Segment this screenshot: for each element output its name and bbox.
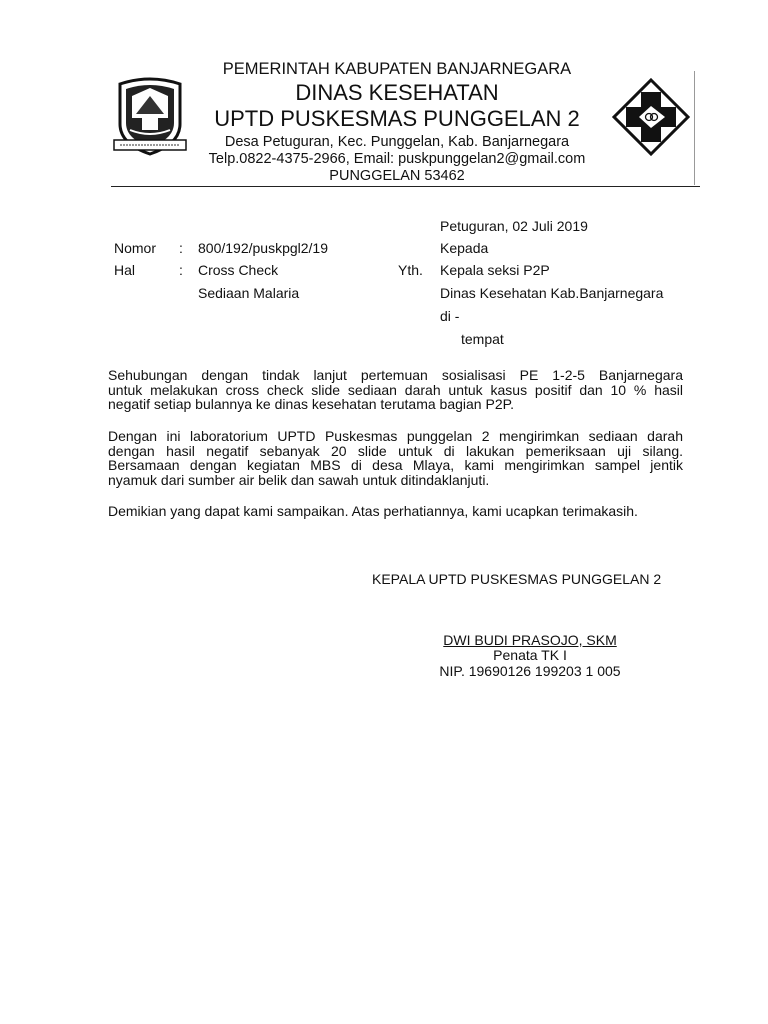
paragraph-2-line: Bersamaan dengan kegiatan MBS di desa Mlaya, kami mengirimkan sampel jentik: [108, 457, 683, 473]
kepada-label: Kepada: [440, 240, 489, 256]
signatory-nip: NIP. 19690126 199203 1 005: [439, 663, 621, 679]
unit-name: UPTD PUSKESMAS PUNGGELAN 2: [214, 106, 580, 131]
paragraph-2-line: nyamuk dari sumber air belik dan sawah untuk ditindaklanjuti.: [108, 471, 490, 488]
nomor-label: Nomor: [114, 240, 157, 256]
paragraph-1: [108, 368, 683, 412]
yth-label: Yth.: [398, 262, 423, 278]
header-divider: [111, 186, 700, 187]
tempat-label: tempat: [461, 331, 504, 347]
paragraph-2: [108, 429, 683, 487]
paragraph-1-line: Sehubungan dengan tindak lanjut pertemuan sosialisasi PE 1-2-5 Banjarnegara: [108, 367, 683, 383]
paragraph-2-line: dengan hasil negatif sebanyak 20 slide untuk di lakukan pemeriksaan uji silang.: [108, 442, 683, 459]
hal-colon: :: [179, 262, 183, 278]
hal-line1: Cross Check: [198, 262, 279, 278]
paragraph-1-line: untuk melakukan cross check slide sediaan darah untuk kasus positif dan 10 % hasil: [108, 381, 683, 398]
recipient-line2: Dinas Kesehatan Kab.Banjarnegara: [440, 285, 664, 301]
department-name: DINAS KESEHATAN: [295, 80, 499, 105]
signature-title: KEPALA UPTD PUSKESMAS PUNGGELAN 2: [372, 571, 662, 587]
contact-line: Telp.0822-4375-2966, Email: puskpunggelan2@gmail.com: [208, 151, 586, 167]
government-name: PEMERINTAH KABUPATEN BANJARNEGARA: [222, 60, 572, 78]
signatory-rank: Penata TK I: [493, 647, 567, 663]
hal-line2: Sediaan Malaria: [198, 285, 300, 301]
right-border-line: [694, 71, 695, 185]
closing-paragraph: Demikian yang dapat kami sampaikan. Atas perhatiannya, kami ucapkan terimakasih.: [108, 503, 638, 519]
di-label: di -: [440, 308, 460, 324]
recipient-line1: Kepala seksi P2P: [440, 262, 550, 278]
nomor-colon: :: [179, 240, 183, 256]
signatory-name: DWI BUDI PRASOJO, SKM: [443, 632, 617, 648]
nomor-value: 800/192/puskpgl2/19: [198, 240, 328, 256]
postal-line: PUNGGELAN 53462: [329, 168, 465, 184]
paragraph-2-line: Dengan ini laboratorium UPTD Puskesmas punggelan 2 mengirimkan sediaan darah: [108, 428, 683, 444]
address-line: Desa Petuguran, Kec. Punggelan, Kab. Banjarnegara: [224, 134, 570, 150]
paragraph-1-line: negatif setiap bulannya ke dinas kesehatan terutama bagian P2P.: [108, 396, 515, 412]
hal-label: Hal: [114, 262, 136, 278]
place-date: Petuguran, 02 Juli 2019: [440, 218, 588, 234]
